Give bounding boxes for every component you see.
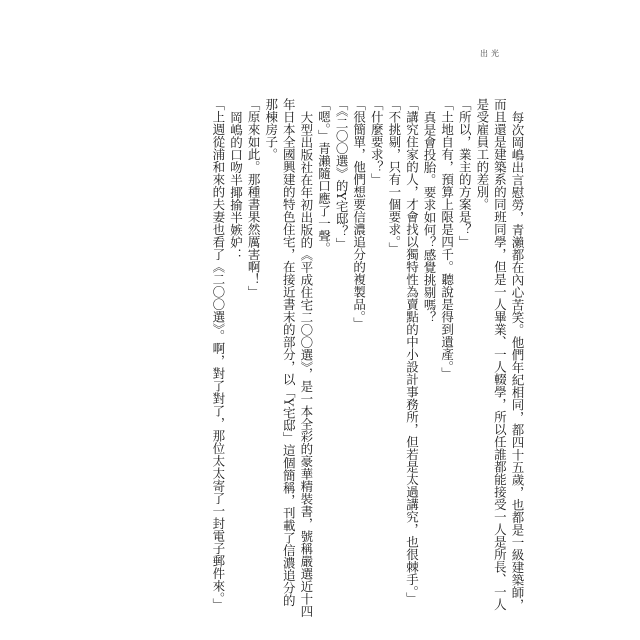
- paragraph: 「不挑剔，只有一個要求。」: [386, 98, 402, 255]
- running-head: 出光: [480, 49, 502, 58]
- paragraph: 「《二〇〇選》的Y宅邸？」: [334, 98, 350, 251]
- paragraph: 「什麼要求？」: [369, 98, 385, 186]
- paragraph: 真是會投胎。要求如何？感覺挑剔嗎？: [422, 110, 438, 323]
- body-text: [106, 98, 526, 618]
- paragraph: 大型出版社在年初出版的《平成住宅二〇〇選》，是一本全彩的豪華精裝書，號稱嚴選近十四年日本全國興建的特色住宅，在接近書末的部分，以「Y宅邸」這個簡稱，刊載了信濃追分的那棟房子。: [263, 98, 314, 617]
- paragraph: 每次岡嶋出言慰勞，青瀨都在內心苦笑。他們年紀相同，都四十五歲，也都是一級建築師，而且還是建築系的同班同學，但是一人畢業、一人輟學，所以任誰都能接受一人是所長、一人是受雇員工的差別。: [474, 98, 525, 611]
- paragraph: 岡嶋的口吻半揶揄半嫉妒：: [228, 110, 244, 261]
- paragraph: 「原來如此。那種書果然厲害啊！」: [246, 98, 262, 298]
- paragraph: 「土地自有，預算上限是四千。聽說是得到遺產。」: [439, 98, 455, 380]
- paragraph: 「所以，業主的方案是？」: [457, 98, 473, 248]
- paragraph: 「嗯。」青瀨隨口應了一聲。: [316, 98, 332, 255]
- paragraph: 「講究住家的人，才會找以獨特性為賣點的中小設計事務所，但若是太過講究，也很棘手。」: [404, 98, 420, 605]
- paragraph: 「很簡單，他們想要信濃追分的複製品。」: [351, 98, 367, 330]
- paragraph: 「上週從浦和來的夫妻也看了《二〇〇選》。啊，對了對了，那位太太寄了一封電子郵件來。」: [210, 98, 226, 611]
